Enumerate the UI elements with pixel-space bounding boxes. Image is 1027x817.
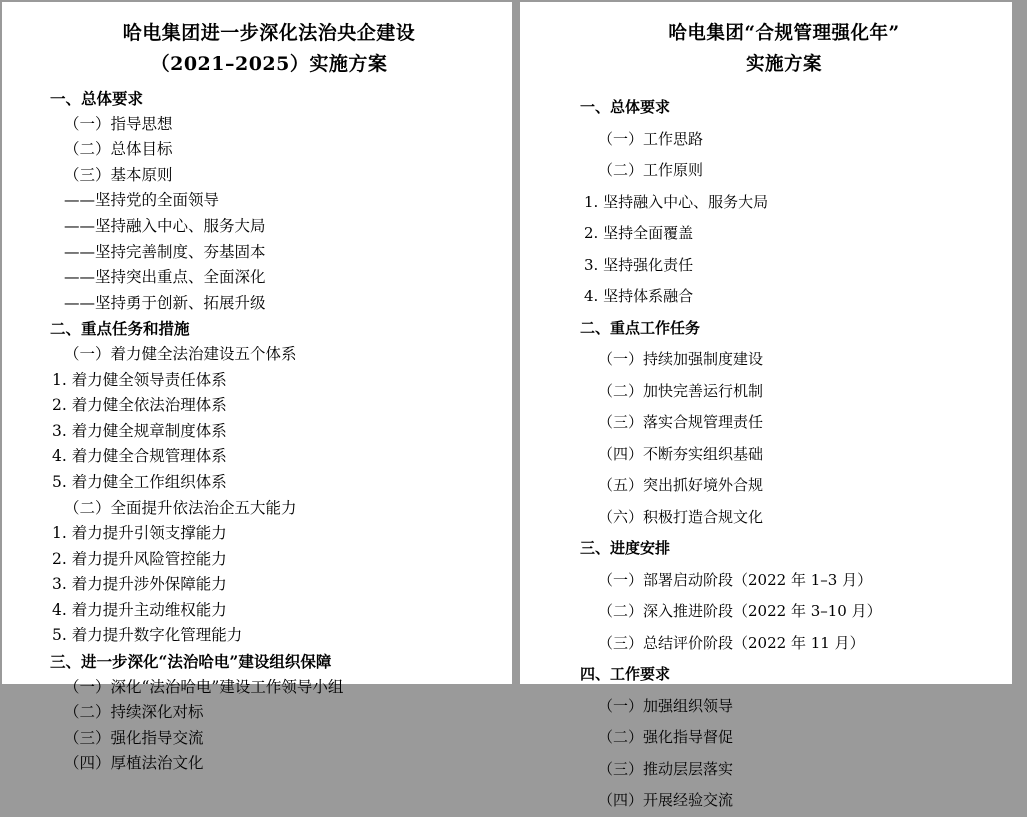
toc-item[interactable]: ——坚持突出重点、全面深化 [64, 268, 266, 287]
document-page-right [520, 2, 1012, 809]
toc-item[interactable]: ——坚持党的全面领导 [64, 191, 220, 210]
page-right-title [580, 18, 988, 80]
toc-item[interactable]: 3. 坚持强化责任 [584, 255, 694, 274]
toc-heading[interactable]: 二、重点工作任务 [580, 318, 701, 337]
toc-heading[interactable]: 一、总体要求 [50, 89, 144, 108]
toc-item[interactable]: （六）积极打造合规文化 [598, 507, 764, 526]
page-left-title-line-2: （2021–2025）实施方案 [150, 53, 388, 75]
toc-item[interactable]: 3. 着力健全规章制度体系 [52, 421, 227, 440]
toc-item[interactable]: （二）总体目标 [64, 140, 173, 159]
toc-item[interactable]: （二）深入推进阶段（2022 年 3–10 月） [598, 602, 882, 620]
toc-item[interactable]: （二）全面提升依法治企五大能力 [64, 498, 297, 517]
toc-item[interactable]: （一）加强组织领导 [598, 696, 734, 715]
toc-heading[interactable]: 一、总体要求 [580, 98, 671, 116]
toc-heading[interactable]: 四、工作要求 [580, 665, 671, 683]
page-right-title-line-1: 哈电集团“合规管理强化年” [668, 23, 900, 44]
toc-item[interactable]: （二）强化指导督促 [598, 728, 734, 746]
toc-heading[interactable]: 二、重点任务和措施 [50, 319, 190, 339]
toc-heading[interactable]: 三、进度安排 [580, 539, 671, 557]
toc-item[interactable]: 2. 着力提升风险管控能力 [52, 549, 227, 568]
page-left-toc [50, 86, 488, 777]
toc-item[interactable]: （四）厚植法治文化 [64, 754, 204, 773]
page-left-title [50, 18, 488, 80]
toc-item[interactable]: （三）强化指导交流 [64, 728, 204, 747]
toc-item[interactable]: （一）部署启动阶段（2022 年 1–3 月） [598, 570, 873, 589]
toc-item[interactable]: 1. 着力健全领导责任体系 [52, 370, 227, 389]
toc-item[interactable]: （四）开展经验交流 [598, 791, 734, 809]
toc-item[interactable]: （三）推动层层落实 [598, 759, 734, 778]
toc-item[interactable]: 3. 着力提升涉外保障能力 [52, 575, 227, 594]
toc-item[interactable]: 4. 坚持体系融合 [584, 287, 694, 305]
toc-item[interactable]: 4. 着力健全合规管理体系 [52, 447, 227, 466]
toc-item[interactable]: 2. 坚持全面覆盖 [584, 224, 694, 242]
toc-item[interactable]: （一）指导思想 [64, 114, 173, 133]
toc-item[interactable]: （三）落实合规管理责任 [598, 413, 764, 431]
toc-item[interactable]: 2. 着力健全依法治理体系 [52, 396, 227, 415]
toc-item[interactable]: （二）持续深化对标 [64, 703, 204, 722]
toc-item[interactable]: （三）基本原则 [64, 165, 173, 184]
toc-item[interactable]: 5. 着力健全工作组织体系 [52, 472, 227, 491]
toc-item[interactable]: 4. 着力提升主动维权能力 [52, 600, 227, 619]
toc-item[interactable]: ——坚持勇于创新、拓展升级 [64, 293, 266, 312]
toc-item[interactable]: ——坚持完善制度、夯基固本 [64, 242, 266, 261]
toc-item[interactable]: 5. 着力提升数字化管理能力 [52, 626, 243, 645]
toc-item[interactable]: ——坚持融入中心、服务大局 [64, 216, 266, 235]
toc-item[interactable]: （二）加快完善运行机制 [598, 381, 764, 400]
toc-item[interactable]: （一）持续加强制度建设 [598, 350, 764, 368]
toc-item[interactable]: （一）着力健全法治建设五个体系 [64, 344, 297, 363]
toc-heading[interactable]: 三、进一步深化“法治哈电”建设组织保障 [50, 652, 332, 672]
page-right-title-line-2: 实施方案 [745, 54, 822, 75]
toc-item[interactable]: （四）不断夯实组织基础 [598, 444, 764, 463]
document-page-left [2, 2, 512, 773]
page-right-toc [580, 92, 988, 817]
toc-item[interactable]: （三）总结评价阶段（2022 年 11 月） [598, 633, 865, 652]
page-left-title-line-1: 哈电集团进一步深化法治央企建设 [122, 22, 416, 44]
toc-item[interactable]: （五）突出抓好境外合规 [598, 476, 764, 494]
toc-item[interactable]: （二）工作原则 [598, 161, 704, 179]
toc-item[interactable]: 1. 坚持融入中心、服务大局 [584, 192, 769, 211]
toc-item[interactable]: 1. 着力提升引领支撑能力 [52, 524, 227, 543]
toc-item[interactable]: （一）工作思路 [598, 129, 704, 148]
toc-item[interactable]: （一）深化“法治哈电”建设工作领导小组 [64, 677, 344, 696]
